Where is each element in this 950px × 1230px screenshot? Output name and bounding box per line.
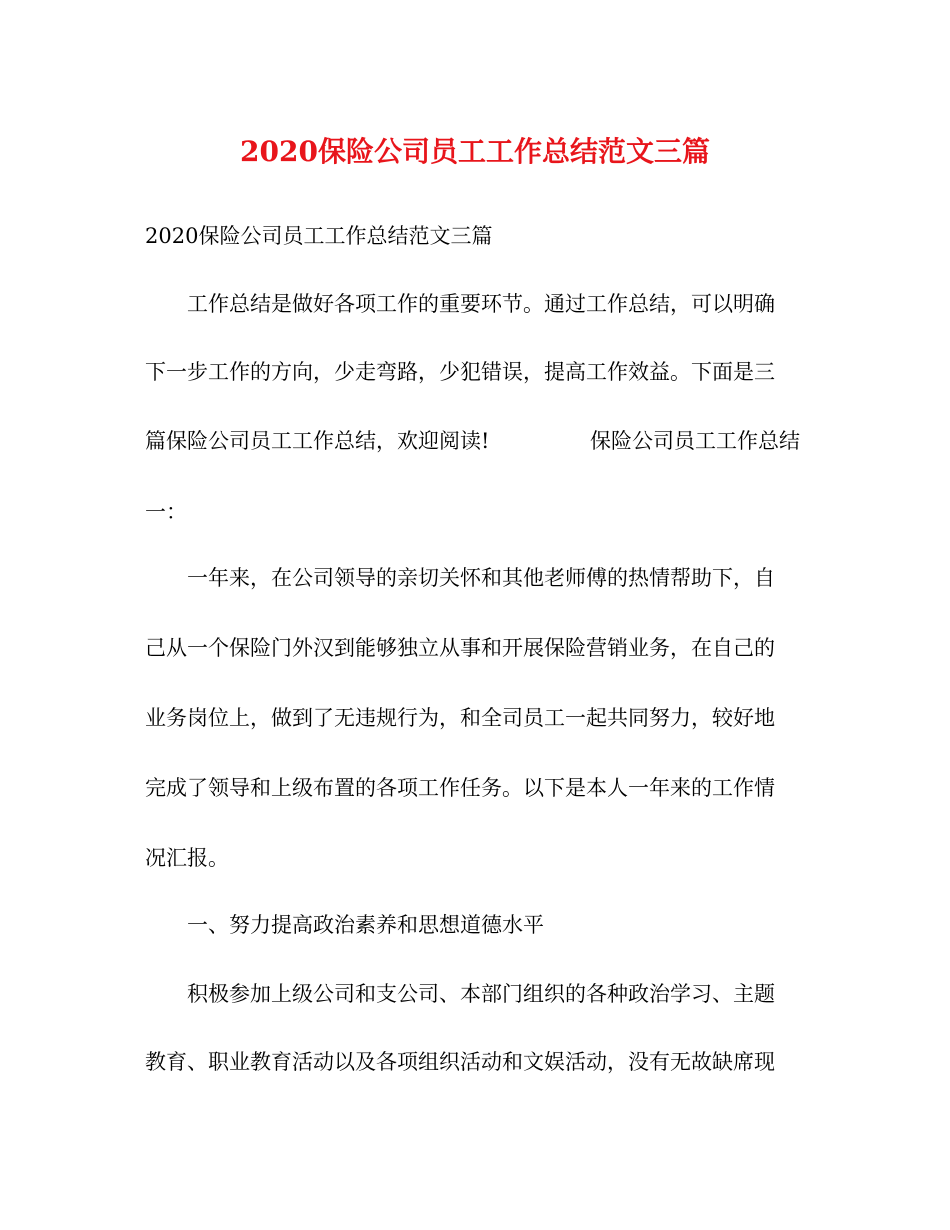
paragraph-line: 一年来，在公司领导的亲切关怀和其他老师傅的热情帮助下，自 <box>187 566 775 590</box>
paragraph-line: 篇保险公司员工工作总结，欢迎阅读! <box>145 429 490 453</box>
paragraph-line: 教育、职业教育活动以及各项组织活动和文娱活动，没有无故缺席现 <box>145 1050 775 1074</box>
paragraph-line: 积极参加上级公司和支公司、本部门组织的各种政治学习、主题 <box>187 982 775 1006</box>
paragraph-line: 己从一个保险门外汉到能够独立从事和开展保险营销业务，在自己的 <box>145 636 775 660</box>
section-heading: 保险公司员工工作总结 <box>590 429 800 453</box>
paragraph-line: 况汇报。 <box>145 846 229 870</box>
paragraph-line: 工作总结是做好各项工作的重要环节。通过工作总结，可以明确 <box>187 292 775 316</box>
paragraph-line: 一： <box>145 500 187 524</box>
paragraph-line: 业务岗位上，做到了无违规行为，和全司员工一起共同努力，较好地 <box>145 706 775 730</box>
document-title: 2020保险公司员工工作总结范文三篇 <box>240 135 710 168</box>
subtitle-line: 2020保险公司员工工作总结范文三篇 <box>145 224 493 248</box>
section-heading: 一、努力提高政治素养和思想道德水平 <box>187 913 544 937</box>
paragraph-line: 完成了领导和上级布置的各项工作任务。以下是本人一年来的工作情 <box>145 776 775 800</box>
paragraph-line: 下一步工作的方向，少走弯路，少犯错误，提高工作效益。下面是三 <box>145 360 775 384</box>
